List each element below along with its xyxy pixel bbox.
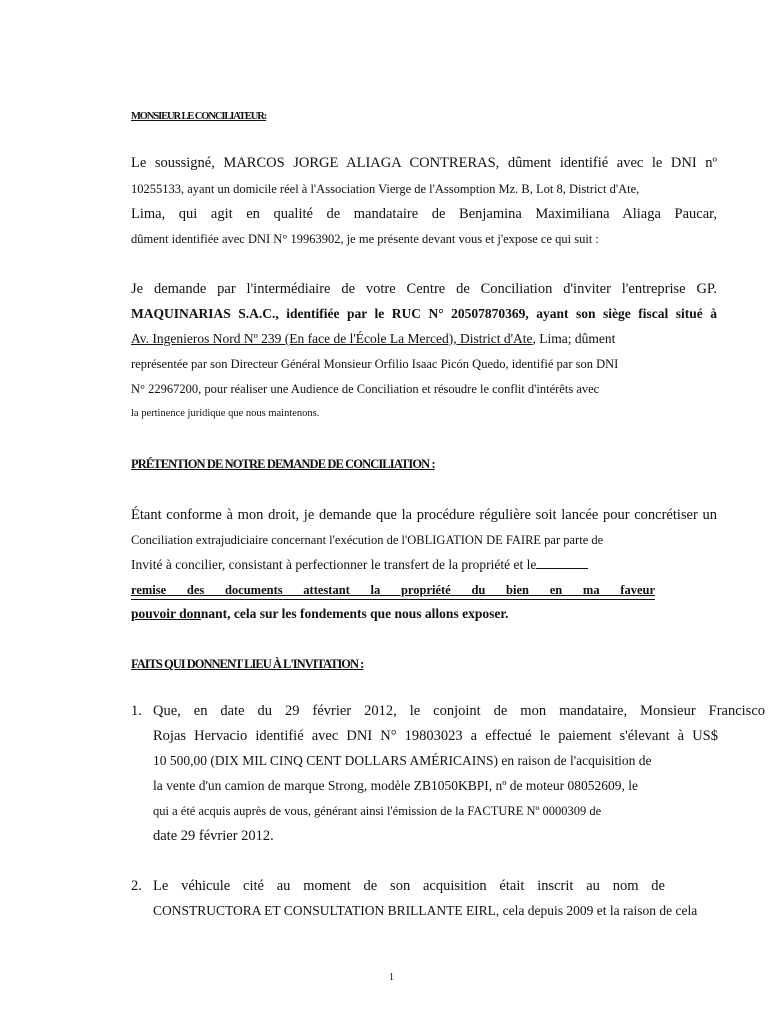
pretention-heading [131, 455, 453, 473]
pretention-line-3-text: Invité à concilier, consistant à perfectionner le transfert de la propriété et le [131, 557, 537, 572]
intro-line-2: 10255133, ayant un domicile réel à l'Association Vierge de l'Assomption Mz. B, Lot 8, District d'Ate, [131, 182, 640, 196]
intro-line-1: Le soussigné, MARCOS JORGE ALIAGA CONTRERAS, dûment identifié avec le DNI nº [131, 155, 717, 171]
faits-item-1-line-1: Que, en date du 29 février 2012, le conjoint de mon mandataire, Monsieur Francisco [153, 703, 765, 719]
faits-item-1-line-5: qui a été acquis auprès de vous, générant ainsi l'émission de la FACTURE Nº 0000309 de [153, 804, 602, 818]
pretention-heading-text: PRÉTENTION DE NOTRE DEMANDE DE CONCILIATION : [131, 457, 435, 471]
pretention-line-2: Conciliation extrajudiciaire concernant l'exécution de l'OBLIGATION DE FAIRE par parte de [131, 533, 604, 547]
request-line-4: représentée par son Directeur Général Monsieur Orfilio Isaac Picón Quedo, identifié par son DNI [131, 357, 619, 371]
pretention-line-3 [131, 556, 588, 574]
pretention-bold-line-1: remise des documents attestant la propriété du bien en ma faveur [131, 581, 655, 600]
pretention-bold-line-2 [131, 605, 508, 623]
faits-item-2-line-1: Le véhicule cité au moment de son acquisition était inscrit au nom de [153, 878, 665, 894]
pretention-bold-underlined: pouvoir don [131, 606, 201, 621]
addressee-title: MONSIEUR LE CONCILIATEUR [131, 111, 264, 122]
addressee-colon: : [263, 111, 267, 122]
company-address: Av. Ingenieros Nord Nº 239 (En face de l'École La Merced), District d'Ate [131, 331, 533, 346]
faits-item-1-line-6: date 29 février 2012. [153, 828, 274, 844]
faits-item-2-line-2: CONSTRUCTORA ET CONSULTATION BRILLANTE EIRL, cela depuis 2009 et la raison de cela [153, 903, 698, 918]
faits-item-1-number: 1. [131, 703, 142, 719]
faits-heading: FAITS QUI DONNENT LIEU À L'INVITATION : [131, 657, 364, 671]
faits-item-1-line-2: Rojas Hervacio identifié avec DNI N° 19803023 a effectué le paiement s'élevant à US$ [153, 728, 718, 744]
request-line-6: la pertinence juridique que nous maintenons. [131, 408, 320, 419]
request-line-5: N° 22967200, pour réaliser une Audience de Conciliation et résoudre le conflit d'intérêts avec [131, 382, 600, 396]
pretention-bold-rest: nant, cela sur les fondements que nous allons exposer. [200, 606, 509, 621]
faits-item-2-number: 2. [131, 878, 142, 894]
page-number: 1 [389, 972, 394, 983]
blank-rule-1 [536, 556, 588, 569]
addressee-heading [131, 108, 266, 126]
intro-line-3: Lima, qui agit en qualité de mandataire de Benjamina Maximiliana Aliaga Paucar, [131, 206, 717, 222]
request-line-3 [131, 330, 615, 348]
request-line-3-rest: , Lima; dûment [532, 331, 616, 346]
intro-line-4: dûment identifiée avec DNI N° 19963902, je me présente devant vous et j'expose ce qui suit : [131, 232, 599, 246]
pretention-line-1: Étant conforme à mon droit, je demande que la procédure régulière soit lancée pour concrétiser un [131, 507, 717, 523]
request-line-2: MAQUINARIAS S.A.C., identifiée par le RUC N° 20507870369, ayant son siège fiscal situé à [131, 306, 717, 321]
faits-item-1-line-4: la vente d'un camion de marque Strong, modèle ZB1050KBPI, nº de moteur 08052609, le [153, 778, 639, 793]
faits-item-1-line-3: 10 500,00 (DIX MIL CINQ CENT DOLLARS AMÉRICAINS) en raison de l'acquisition de [153, 753, 652, 768]
request-line-1: Je demande par l'intermédiaire de votre Centre de Conciliation d'inviter l'entreprise GP. [131, 281, 717, 297]
